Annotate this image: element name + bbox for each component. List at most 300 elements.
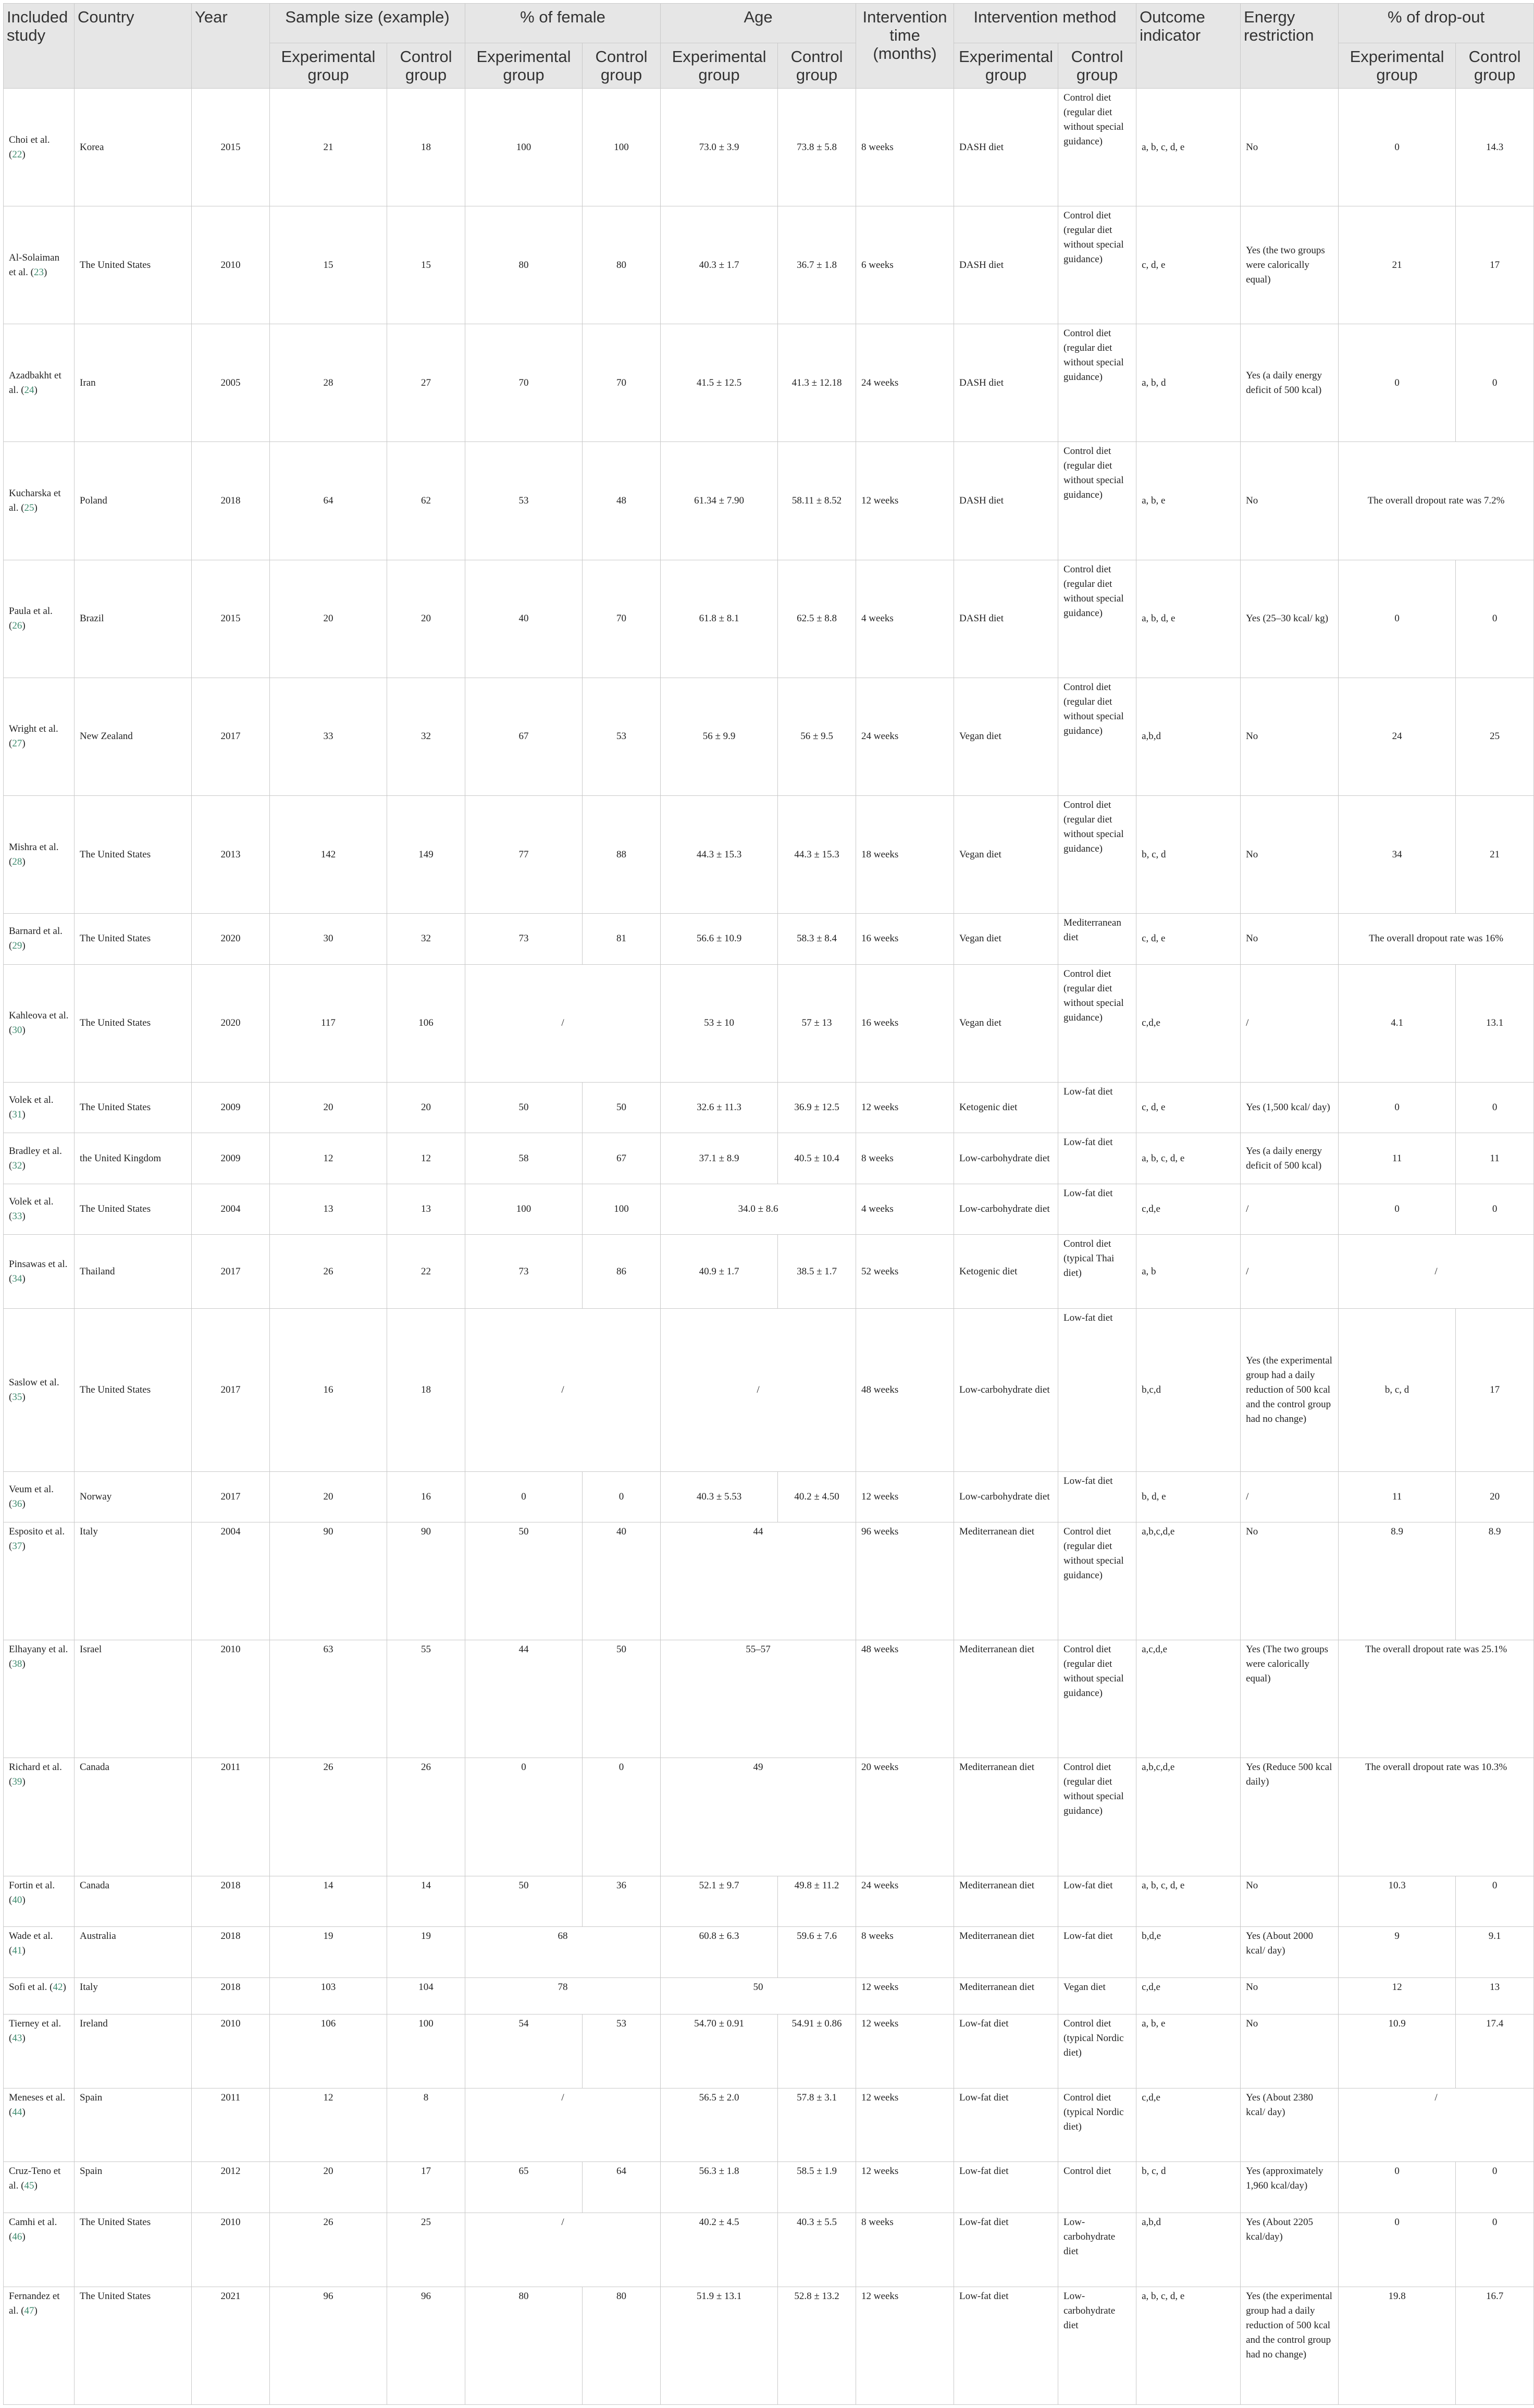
table-row (4, 2088, 1534, 2162)
cell-dropout-experimental: 0 (1339, 89, 1456, 206)
study-ref-close: ) (34, 2305, 38, 2316)
cell-intervention-time: 12 weeks (856, 2088, 954, 2162)
cell-year: 2005 (192, 324, 270, 442)
study-ref: 40 (12, 1894, 22, 1906)
cell-method-experimental: DASH diet (954, 560, 1058, 678)
cell-study (4, 2213, 75, 2287)
cell-intervention-time: 12 weeks (856, 2014, 954, 2088)
cell-outcome: c,d,e (1136, 964, 1241, 1082)
cell-year: 2010 (192, 206, 270, 324)
cell-intervention-time: 12 weeks (856, 442, 954, 560)
cell-method-experimental: Ketogenic diet (954, 1235, 1058, 1309)
cell-age-experimental: 61.34 ± 7.90 (661, 442, 778, 560)
cell-method-control: Low-carbohydrate diet (1058, 2213, 1136, 2287)
table-row (4, 1876, 1534, 1927)
subheader-experimental-group: Experimental group (1339, 43, 1456, 89)
cell-method-control: Control diet (regular diet without special guidance) (1058, 1758, 1136, 1876)
table-row (4, 678, 1534, 795)
cell-method-control: Low-fat diet (1058, 1876, 1136, 1927)
cell-dropout-experimental: 11 (1339, 1471, 1456, 1522)
cell-country: The United States (75, 1308, 192, 1471)
cell-age-control: 44.3 ± 15.3 (778, 795, 856, 913)
cell-dropout-experimental: 19.8 (1339, 2287, 1456, 2404)
cell-outcome: a,b,c,d,e (1136, 1758, 1241, 1876)
cell-study (4, 1184, 75, 1235)
study-ref: 30 (12, 1025, 22, 1036)
cell-sample-experimental: 26 (270, 1235, 387, 1309)
cell-method-control: Control diet (regular diet without special guidance) (1058, 964, 1136, 1082)
cell-method-experimental: Low-fat diet (954, 2287, 1058, 2404)
study-ref: 35 (12, 1391, 22, 1403)
table-row (4, 1235, 1534, 1309)
cell-dropout-experimental: 24 (1339, 678, 1456, 795)
cell-age-experimental: 32.6 ± 11.3 (661, 1082, 778, 1133)
cell-age-control: 36.7 ± 1.8 (778, 206, 856, 324)
cell-female-control: 70 (583, 560, 661, 678)
cell-female-experimental: 100 (465, 89, 583, 206)
cell-energy: Yes (25–30 kcal/ kg) (1241, 560, 1339, 678)
cell-age-merged: 34.0 ± 8.6 (661, 1184, 856, 1235)
study-author: Azadbakht et al. ( (9, 370, 61, 396)
cell-sample-control: 106 (387, 964, 465, 1082)
study-ref-close: ) (22, 1160, 26, 1171)
cell-country: Italy (75, 1977, 192, 2014)
cell-age-control: 40.5 ± 10.4 (778, 1133, 856, 1184)
table-row (4, 1082, 1534, 1133)
cell-age-merged: 55–57 (661, 1640, 856, 1758)
cell-energy: Yes (a daily energy deficit of 500 kcal) (1241, 1133, 1339, 1184)
cell-age-merged: / (661, 1308, 856, 1471)
cell-age-control: 58.5 ± 1.9 (778, 2162, 856, 2213)
cell-intervention-time: 6 weeks (856, 206, 954, 324)
cell-age-experimental: 56.3 ± 1.8 (661, 2162, 778, 2213)
study-ref-close: ) (22, 1658, 26, 1670)
cell-dropout-experimental: 0 (1339, 324, 1456, 442)
study-ref: 39 (12, 1776, 22, 1788)
cell-intervention-time: 48 weeks (856, 1308, 954, 1471)
cell-year: 2010 (192, 2213, 270, 2287)
header-outcome-indicator: Outcome indicator (1136, 4, 1241, 89)
cell-dropout-control: 0 (1456, 560, 1534, 678)
cell-year: 2009 (192, 1082, 270, 1133)
cell-study (4, 89, 75, 206)
table-row (4, 442, 1534, 560)
study-ref: 25 (24, 502, 34, 514)
cell-outcome: a, b, c, d, e (1136, 89, 1241, 206)
cell-sample-experimental: 13 (270, 1184, 387, 1235)
cell-sample-experimental: 28 (270, 324, 387, 442)
cell-outcome: c, d, e (1136, 206, 1241, 324)
cell-age-control: 36.9 ± 12.5 (778, 1082, 856, 1133)
cell-outcome: c,d,e (1136, 2088, 1241, 2162)
cell-age-control: 54.91 ± 0.86 (778, 2014, 856, 2088)
cell-energy: Yes (a daily energy deficit of 500 kcal) (1241, 324, 1339, 442)
cell-age-experimental: 40.3 ± 1.7 (661, 206, 778, 324)
cell-age-experimental: 40.2 ± 4.5 (661, 2213, 778, 2287)
study-author: Esposito et al. ( (9, 1526, 65, 1552)
cell-sample-control: 18 (387, 1308, 465, 1471)
study-ref: 34 (12, 1273, 22, 1284)
study-ref: 27 (12, 738, 22, 750)
cell-energy: No (1241, 1522, 1339, 1640)
cell-dropout-experimental: 0 (1339, 2162, 1456, 2213)
cell-female-experimental: 80 (465, 2287, 583, 2404)
table-row (4, 2014, 1534, 2088)
cell-female-control: 36 (583, 1876, 661, 1927)
cell-outcome: b, d, e (1136, 1471, 1241, 1522)
cell-country: Spain (75, 2088, 192, 2162)
study-author: Fortin et al. ( (9, 1879, 55, 1906)
subheader-experimental-group: Experimental group (954, 43, 1058, 89)
cell-year: 2018 (192, 1876, 270, 1927)
cell-intervention-time: 52 weeks (856, 1235, 954, 1309)
cell-sample-control: 96 (387, 2287, 465, 2404)
study-ref: 24 (24, 384, 34, 396)
cell-female-control: 88 (583, 795, 661, 913)
cell-method-control: Control diet (regular diet without special guidance) (1058, 89, 1136, 206)
cell-dropout-experimental: 11 (1339, 1133, 1456, 1184)
cell-female-experimental: 67 (465, 678, 583, 795)
subheader-control-group: Control group (583, 43, 661, 89)
cell-age-control: 62.5 ± 8.8 (778, 560, 856, 678)
cell-sample-control: 62 (387, 442, 465, 560)
cell-female-control: 80 (583, 206, 661, 324)
cell-sample-control: 20 (387, 560, 465, 678)
cell-dropout-experimental: b, c, d (1339, 1308, 1456, 1471)
cell-method-control: Low-fat diet (1058, 1082, 1136, 1133)
cell-female-experimental: 0 (465, 1471, 583, 1522)
cell-age-control: 41.3 ± 12.18 (778, 324, 856, 442)
cell-method-control: Control diet (regular diet without special guidance) (1058, 678, 1136, 795)
cell-sample-experimental: 12 (270, 1133, 387, 1184)
table-row (4, 89, 1534, 206)
cell-age-control: 40.3 ± 5.5 (778, 2213, 856, 2287)
cell-age-experimental: 56 ± 9.9 (661, 678, 778, 795)
cell-country: Canada (75, 1758, 192, 1876)
cell-female-experimental: 80 (465, 206, 583, 324)
cell-method-control: Control diet (regular diet without special guidance) (1058, 1640, 1136, 1758)
cell-dropout-experimental: 21 (1339, 206, 1456, 324)
cell-year: 2010 (192, 2014, 270, 2088)
cell-year: 2017 (192, 1235, 270, 1309)
cell-female-control: 80 (583, 2287, 661, 2404)
cell-dropout-control: 21 (1456, 795, 1534, 913)
study-ref-close: ) (22, 2231, 26, 2242)
cell-outcome: c,d,e (1136, 1184, 1241, 1235)
cell-country: Spain (75, 2162, 192, 2213)
cell-study (4, 1640, 75, 1758)
cell-year: 2011 (192, 1758, 270, 1876)
study-ref-close: ) (34, 384, 38, 396)
header-pct-dropout: % of drop-out (1339, 4, 1534, 43)
cell-sample-control: 18 (387, 89, 465, 206)
study-ref: 28 (12, 856, 22, 867)
cell-year: 2020 (192, 964, 270, 1082)
cell-intervention-time: 24 weeks (856, 678, 954, 795)
header-sample-size: Sample size (example) (270, 4, 465, 43)
cell-country: The United States (75, 206, 192, 324)
study-ref: 37 (12, 1541, 22, 1552)
cell-dropout-control: 13.1 (1456, 964, 1534, 1082)
cell-method-control: Control diet (regular diet without special guidance) (1058, 206, 1136, 324)
cell-sample-experimental: 33 (270, 678, 387, 795)
cell-age-control: 40.2 ± 4.50 (778, 1471, 856, 1522)
cell-study (4, 1758, 75, 1876)
study-ref-close: ) (22, 1211, 26, 1222)
cell-sample-control: 12 (387, 1133, 465, 1184)
table-row (4, 795, 1534, 913)
cell-country: Norway (75, 1471, 192, 1522)
cell-method-control: Control diet (regular diet without special guidance) (1058, 795, 1136, 913)
cell-female-experimental: 50 (465, 1876, 583, 1927)
cell-dropout-control: 0 (1456, 1082, 1534, 1133)
cell-dropout-experimental: 4.1 (1339, 964, 1456, 1082)
cell-sample-control: 25 (387, 2213, 465, 2287)
cell-year: 2010 (192, 1640, 270, 1758)
cell-method-experimental: Low-fat diet (954, 2162, 1058, 2213)
cell-method-experimental: Low-carbohydrate diet (954, 1308, 1058, 1471)
cell-dropout-experimental: 0 (1339, 1184, 1456, 1235)
cell-sample-control: 104 (387, 1977, 465, 2014)
study-author: Choi et al. ( (9, 134, 50, 160)
cell-female-experimental: 50 (465, 1082, 583, 1133)
cell-study (4, 1471, 75, 1522)
cell-study (4, 2287, 75, 2404)
cell-intervention-time: 12 weeks (856, 1471, 954, 1522)
study-author: Wright et al. ( (9, 723, 58, 750)
cell-country: Thailand (75, 1235, 192, 1309)
cell-age-experimental: 54.70 ± 0.91 (661, 2014, 778, 2088)
cell-sample-control: 17 (387, 2162, 465, 2213)
cell-age-control: 56 ± 9.5 (778, 678, 856, 795)
cell-outcome: a,b,c,d,e (1136, 1522, 1241, 1640)
cell-year: 2011 (192, 2088, 270, 2162)
cell-female-control: 0 (583, 1758, 661, 1876)
cell-energy: / (1241, 1184, 1339, 1235)
cell-age-experimental: 60.8 ± 6.3 (661, 1927, 778, 1978)
cell-year: 2015 (192, 560, 270, 678)
cell-year: 2012 (192, 2162, 270, 2213)
cell-intervention-time: 8 weeks (856, 89, 954, 206)
cell-sample-experimental: 63 (270, 1640, 387, 1758)
study-ref: 45 (24, 2180, 34, 2192)
cell-dropout-control: 17 (1456, 206, 1534, 324)
cell-intervention-time: 48 weeks (856, 1640, 954, 1758)
cell-female-control: 67 (583, 1133, 661, 1184)
cell-year: 2013 (192, 795, 270, 913)
cell-female-merged: 78 (465, 1977, 661, 2014)
cell-sample-control: 15 (387, 206, 465, 324)
cell-energy: Yes (About 2000 kcal/ day) (1241, 1927, 1339, 1978)
study-author: Fernandez et al. ( (9, 2290, 60, 2316)
cell-sample-control: 20 (387, 1082, 465, 1133)
cell-year: 2017 (192, 678, 270, 795)
cell-age-experimental: 44.3 ± 15.3 (661, 795, 778, 913)
cell-intervention-time: 8 weeks (856, 1133, 954, 1184)
cell-intervention-time: 24 weeks (856, 1876, 954, 1927)
study-ref: 31 (12, 1109, 22, 1120)
cell-female-experimental: 54 (465, 2014, 583, 2088)
cell-outcome: b, c, d (1136, 2162, 1241, 2213)
cell-intervention-time: 24 weeks (856, 324, 954, 442)
study-ref-close: ) (44, 266, 47, 278)
cell-female-merged: / (465, 964, 661, 1082)
cell-intervention-time: 12 weeks (856, 2287, 954, 2404)
cell-year: 2018 (192, 442, 270, 560)
cell-outcome: a, b, c, d, e (1136, 2287, 1241, 2404)
cell-female-control: 53 (583, 2014, 661, 2088)
cell-female-control: 70 (583, 324, 661, 442)
cell-sample-experimental: 103 (270, 1977, 387, 2014)
cell-country: Iran (75, 324, 192, 442)
cell-study (4, 1082, 75, 1133)
cell-method-experimental: Mediterranean diet (954, 1640, 1058, 1758)
cell-study (4, 2014, 75, 2088)
cell-energy: No (1241, 89, 1339, 206)
cell-energy: No (1241, 678, 1339, 795)
cell-study (4, 1308, 75, 1471)
cell-outcome: a, b, d (1136, 324, 1241, 442)
cell-year: 2018 (192, 1977, 270, 2014)
table-body (4, 89, 1534, 2405)
header-age: Age (661, 4, 856, 43)
cell-method-control: Control diet (typical Thai diet) (1058, 1235, 1136, 1309)
studies-table (3, 3, 1534, 2405)
cell-sample-experimental: 12 (270, 2088, 387, 2162)
cell-intervention-time: 96 weeks (856, 1522, 954, 1640)
study-ref-close: ) (22, 149, 26, 160)
cell-year: 2015 (192, 89, 270, 206)
cell-dropout-experimental: 9 (1339, 1927, 1456, 1978)
cell-method-experimental: DASH diet (954, 442, 1058, 560)
table-row (4, 1133, 1534, 1184)
cell-female-control: 81 (583, 914, 661, 965)
study-ref-close: ) (22, 1945, 26, 1957)
cell-sample-experimental: 21 (270, 89, 387, 206)
cell-study (4, 1522, 75, 1640)
cell-year: 2017 (192, 1471, 270, 1522)
cell-method-experimental: Low-carbohydrate diet (954, 1184, 1058, 1235)
study-ref: 46 (12, 2231, 22, 2242)
cell-dropout-control: 0 (1456, 2162, 1534, 2213)
cell-study (4, 1876, 75, 1927)
cell-study (4, 914, 75, 965)
cell-sample-control: 26 (387, 1758, 465, 1876)
cell-age-control: 49.8 ± 11.2 (778, 1876, 856, 1927)
cell-outcome: b, c, d (1136, 795, 1241, 913)
cell-intervention-time: 4 weeks (856, 1184, 954, 1235)
subheader-control-group: Control group (778, 43, 856, 89)
cell-energy: No (1241, 914, 1339, 965)
cell-method-control: Low-fat diet (1058, 1184, 1136, 1235)
cell-female-control: 0 (583, 1471, 661, 1522)
cell-energy: / (1241, 1235, 1339, 1309)
cell-outcome: a,b,d (1136, 2213, 1241, 2287)
study-author: Cruz-Teno et al. ( (9, 2166, 61, 2192)
study-ref-close: ) (22, 1109, 26, 1120)
study-author: Mishra et al. ( (9, 841, 59, 867)
study-ref-close: ) (22, 2106, 26, 2118)
cell-female-experimental: 58 (465, 1133, 583, 1184)
cell-outcome: b,c,d (1136, 1308, 1241, 1471)
cell-female-control: 53 (583, 678, 661, 795)
cell-outcome: a,b,d (1136, 678, 1241, 795)
table-row (4, 1184, 1534, 1235)
cell-country: The United States (75, 795, 192, 913)
cell-sample-experimental: 90 (270, 1522, 387, 1640)
cell-sample-experimental: 14 (270, 1876, 387, 1927)
study-author: Veum et al. ( (9, 1483, 54, 1509)
cell-female-control: 40 (583, 1522, 661, 1640)
table-row (4, 2287, 1534, 2404)
cell-female-control: 100 (583, 89, 661, 206)
cell-study (4, 964, 75, 1082)
header-pct-female: % of female (465, 4, 661, 43)
cell-age-merged: 50 (661, 1977, 856, 2014)
cell-method-control: Control diet (1058, 2162, 1136, 2213)
cell-method-control: Control diet (typical Nordic diet) (1058, 2014, 1136, 2088)
cell-sample-experimental: 30 (270, 914, 387, 965)
cell-sample-control: 27 (387, 324, 465, 442)
cell-year: 2004 (192, 1522, 270, 1640)
cell-country: the United Kingdom (75, 1133, 192, 1184)
cell-energy: / (1241, 1471, 1339, 1522)
cell-age-experimental: 51.9 ± 13.1 (661, 2287, 778, 2404)
cell-age-control: 58.11 ± 8.52 (778, 442, 856, 560)
cell-study (4, 795, 75, 913)
cell-sample-experimental: 64 (270, 442, 387, 560)
study-ref-close: ) (22, 2032, 26, 2044)
cell-sample-experimental: 26 (270, 1758, 387, 1876)
study-ref: 23 (34, 266, 44, 278)
table-row (4, 324, 1534, 442)
cell-country: Brazil (75, 560, 192, 678)
study-author: Elhayany et al. ( (9, 1644, 68, 1670)
cell-country: New Zealand (75, 678, 192, 795)
cell-method-control: Mediterranean diet (1058, 914, 1136, 965)
cell-dropout-control: 13 (1456, 1977, 1534, 2014)
cell-year: 2004 (192, 1184, 270, 1235)
study-ref: 33 (12, 1211, 22, 1222)
cell-intervention-time: 18 weeks (856, 795, 954, 913)
cell-female-experimental: 77 (465, 795, 583, 913)
cell-energy: Yes (About 2380 kcal/ day) (1241, 2088, 1339, 2162)
cell-country: Israel (75, 1640, 192, 1758)
cell-outcome: c,d,e (1136, 1977, 1241, 2014)
study-author: Kahleova et al. ( (9, 1010, 69, 1036)
table-row (4, 914, 1534, 965)
cell-method-control: Control diet (regular diet without special guidance) (1058, 560, 1136, 678)
cell-intervention-time: 16 weeks (856, 914, 954, 965)
cell-method-experimental: Low-carbohydrate diet (954, 1133, 1058, 1184)
cell-female-experimental: 44 (465, 1640, 583, 1758)
cell-method-control: Control diet (typical Nordic diet) (1058, 2088, 1136, 2162)
cell-female-control: 50 (583, 1082, 661, 1133)
cell-method-experimental: Low-carbohydrate diet (954, 1471, 1058, 1522)
study-author: Sofi et al. ( (9, 1981, 53, 1993)
cell-method-experimental: Vegan diet (954, 795, 1058, 913)
cell-age-merged: 49 (661, 1758, 856, 1876)
cell-dropout-control: 25 (1456, 678, 1534, 795)
cell-age-experimental: 52.1 ± 9.7 (661, 1876, 778, 1927)
cell-outcome: c, d, e (1136, 1082, 1241, 1133)
header-intervention-method: Intervention method (954, 4, 1136, 43)
cell-intervention-time: 12 weeks (856, 2162, 954, 2213)
cell-outcome: a, b, e (1136, 2014, 1241, 2088)
cell-energy: No (1241, 795, 1339, 913)
cell-dropout-control: 14.3 (1456, 89, 1534, 206)
cell-dropout-merged: / (1339, 1235, 1534, 1309)
